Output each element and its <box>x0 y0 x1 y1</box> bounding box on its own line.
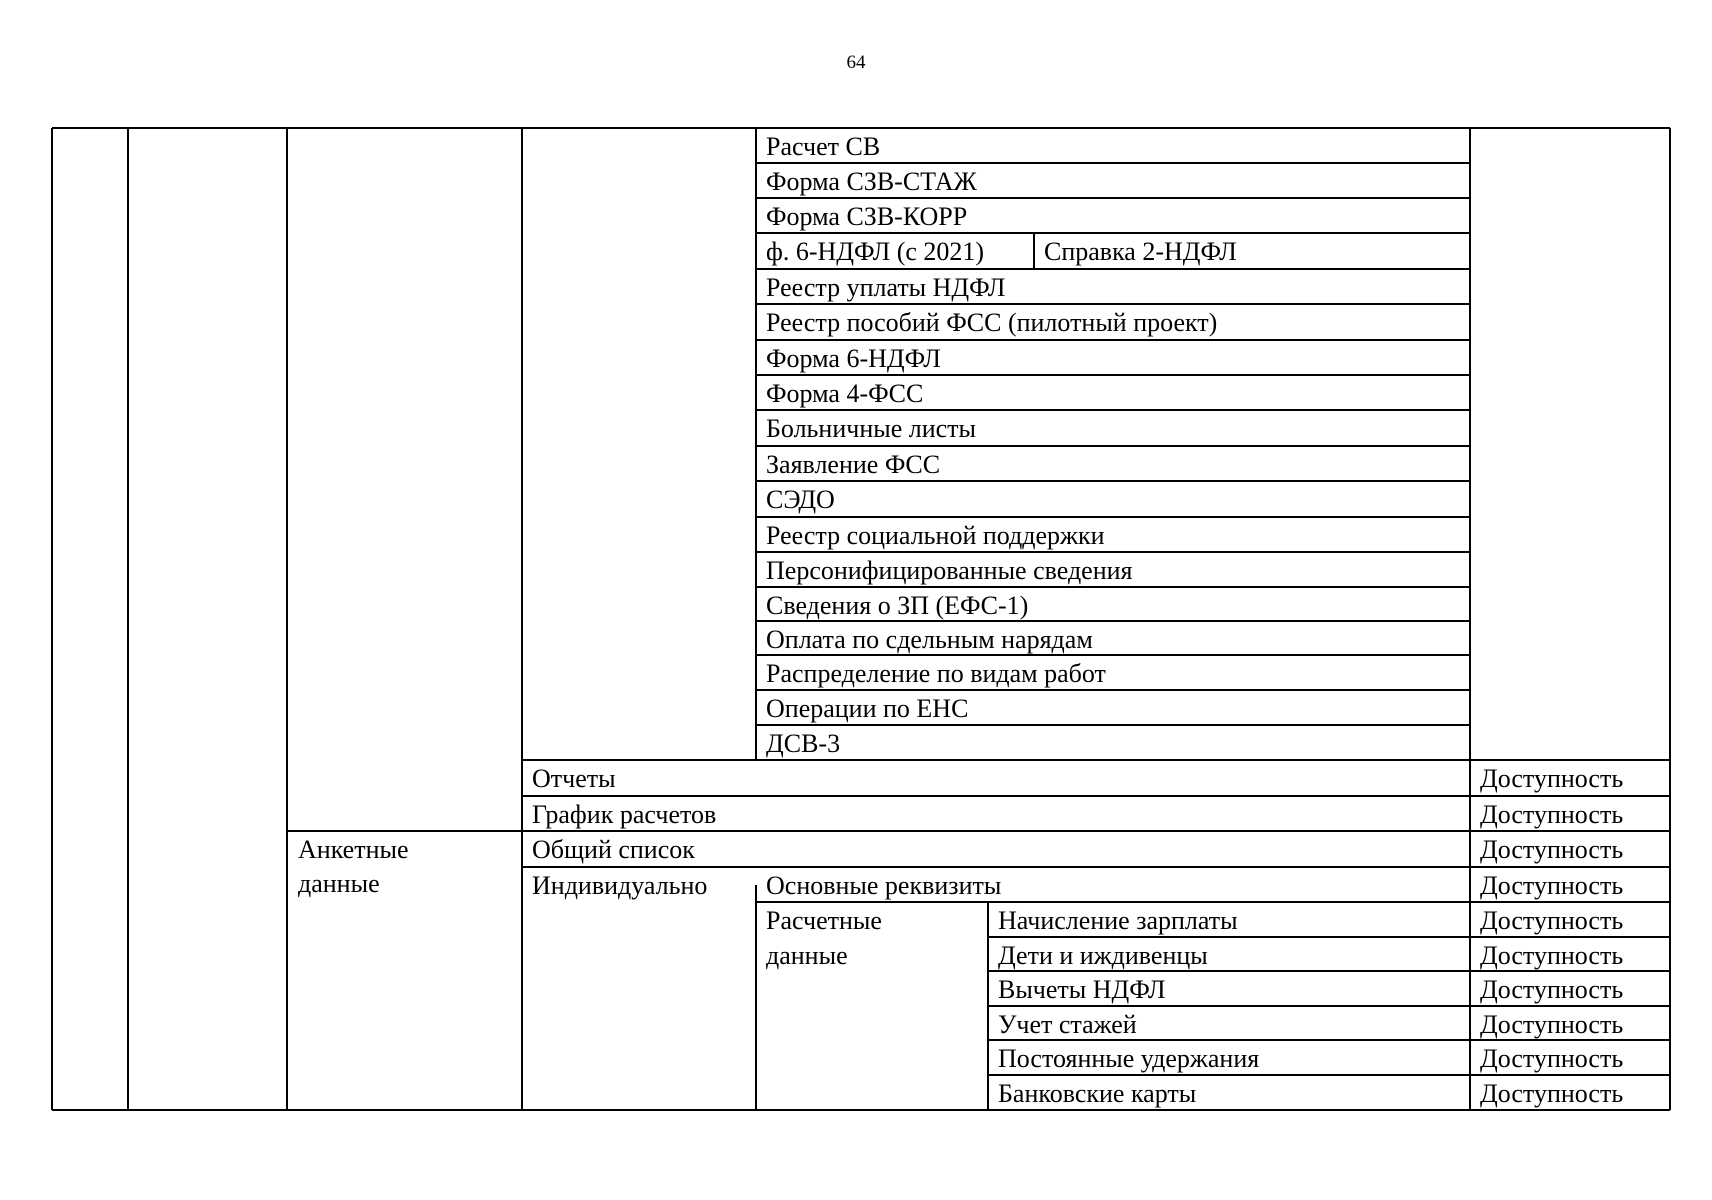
access-label: Доступность <box>1480 871 1624 900</box>
report-item: Форма 6-НДФЛ <box>766 344 941 373</box>
report-item: Форма СЗВ-СТАЖ <box>766 167 977 196</box>
personal-data-label: Анкетные <box>298 835 409 864</box>
report-item: Форма СЗВ-КОРР <box>766 202 968 231</box>
row-divider <box>988 1005 1670 1007</box>
row-label-main-details: Основные реквизиты <box>766 871 1002 900</box>
access-label: Доступность <box>1480 764 1624 793</box>
row-divider <box>756 551 1470 553</box>
row-divider <box>756 445 1470 447</box>
row-label-individual: Индивидуально <box>532 871 708 900</box>
row-divider <box>522 866 1670 868</box>
access-label: Доступность <box>1480 941 1624 970</box>
report-item: СЭДО <box>766 485 835 514</box>
report-item: Справка 2-НДФЛ <box>1044 237 1237 266</box>
report-item: Персонифицированные сведения <box>766 556 1133 585</box>
table-border-right <box>1669 128 1671 1110</box>
row-divider <box>756 162 1470 164</box>
row-divider <box>756 374 1470 376</box>
access-label: Доступность <box>1480 800 1624 829</box>
column-divider <box>521 128 523 1110</box>
access-label: Доступность <box>1480 1044 1624 1073</box>
table-border-bottom <box>52 1109 1670 1111</box>
payroll-item: Учет стажей <box>998 1010 1137 1039</box>
row-divider <box>988 936 1670 938</box>
payroll-data-label: данные <box>766 941 848 970</box>
table-border-top <box>52 127 1670 129</box>
report-item: Расчет СВ <box>766 132 881 161</box>
report-item: Заявление ФСС <box>766 450 941 479</box>
row-divider <box>522 795 1670 797</box>
report-item: Форма 4-ФСС <box>766 379 924 408</box>
row-divider <box>756 901 1670 903</box>
row-divider <box>988 1074 1670 1076</box>
report-item: ДСВ-3 <box>766 729 841 758</box>
payroll-item: Вычеты НДФЛ <box>998 975 1166 1004</box>
column-divider <box>1469 128 1471 1110</box>
column-divider <box>286 128 288 1110</box>
row-divider <box>756 303 1470 305</box>
row-divider <box>756 586 1470 588</box>
payroll-item: Дети и иждивенцы <box>998 941 1208 970</box>
row-divider <box>756 724 1470 726</box>
report-item: Реестр пособий ФСС (пилотный проект) <box>766 308 1218 337</box>
row-divider <box>756 516 1470 518</box>
row-divider <box>756 197 1470 199</box>
row-divider <box>756 480 1470 482</box>
access-label: Доступность <box>1480 835 1624 864</box>
column-divider <box>755 885 757 1110</box>
report-item: Распределение по видам работ <box>766 659 1106 688</box>
report-item: Операции по ЕНС <box>766 694 969 723</box>
row-divider <box>756 689 1470 691</box>
column-divider <box>755 128 757 760</box>
report-item: Реестр уплаты НДФЛ <box>766 273 1006 302</box>
report-item: Сведения о ЗП (ЕФС-1) <box>766 591 1029 620</box>
cell-divider <box>1033 233 1035 269</box>
row-divider <box>756 232 1470 234</box>
permissions-table <box>52 128 1670 1110</box>
row-divider <box>287 830 1670 832</box>
row-divider <box>756 339 1470 341</box>
report-item: Оплата по сдельным нарядам <box>766 625 1093 654</box>
report-item: ф. 6-НДФЛ (с 2021) <box>766 237 985 266</box>
row-divider <box>756 268 1470 270</box>
row-label-schedule: График расчетов <box>532 800 717 829</box>
access-label: Доступность <box>1480 906 1624 935</box>
row-divider <box>522 759 1670 761</box>
row-label-general-list: Общий список <box>532 835 695 864</box>
access-label: Доступность <box>1480 1010 1624 1039</box>
report-item: Больничные листы <box>766 414 977 443</box>
payroll-item: Начисление зарплаты <box>998 906 1238 935</box>
payroll-item: Постоянные удержания <box>998 1044 1260 1073</box>
report-item: Реестр социальной поддержки <box>766 521 1105 550</box>
row-label-reports: Отчеты <box>532 764 616 793</box>
access-label: Доступность <box>1480 975 1624 1004</box>
page-number: 64 <box>846 52 866 73</box>
personal-data-label: данные <box>298 869 380 898</box>
column-divider <box>127 128 129 1110</box>
row-divider <box>756 409 1470 411</box>
table-border-left <box>51 128 53 1110</box>
payroll-data-label: Расчетные <box>766 906 882 935</box>
payroll-item: Банковские карты <box>998 1079 1197 1108</box>
access-label: Доступность <box>1480 1079 1624 1108</box>
